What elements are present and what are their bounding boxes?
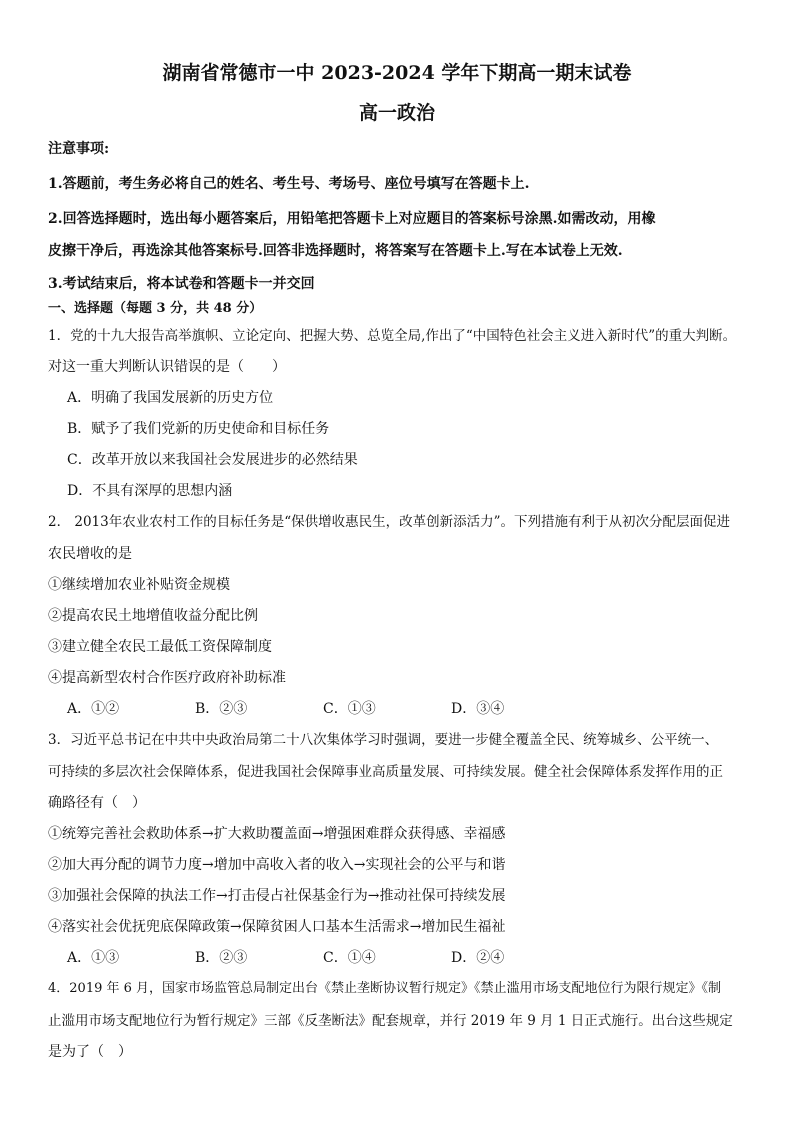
section-heading: 一、选择题（每题 3 分，共 48 分） [48,301,263,316]
notice-item-2-line-1: 2.回答选择题时，选出每小题答案后，用铅笔把答题卡上对应题目的答案标号涂黑.如需改动，用橡 [48,211,656,227]
q4-stem-line-1: 4．2019 年 6 月，国家市场监管总局制定出台《禁止垄断协议暂行规定》《禁止滥用市场支配地位行为限行规定》《制 [48,981,722,996]
q2-option-b: B．②③ [195,701,248,717]
q2-statement-3: ③建立健全农民工最低工资保障制度 [48,639,272,655]
q1-stem-line-2: 对这一重大判断认识错误的是（ ） [48,359,286,375]
q2-stem-line-1: 2． 2013年农业农村工作的目标任务是“保供增收惠民生，改革创新添活力”。下列措施有利于从初次分配层面促进 [48,514,731,530]
q3-statement-2: ②加大再分配的调节力度→增加中高收入者的收入→实现社会的公平与和谐 [48,857,506,873]
q2-option-d: D．③④ [451,701,505,717]
q2-statement-2: ②提高农民土地增值收益分配比例 [48,608,258,624]
q3-stem-line-1: 3．习近平总书记在中共中央政治局第二十八次集体学习时强调，要进一步健全覆盖全民、统筹城乡、公平统一、 [48,732,719,748]
notice-heading: 注意事项: [48,141,110,157]
q3-stem-line-2: 可持续的多层次社会保障体系，促进我国社会保障事业高质量发展、可持续发展。健全社会保障体系发挥作用的正 [48,764,723,780]
q1-stem-line-1: 1．党的十九大报告高举旗帜、立论定向、把握大势、总览全局,作出了“中国特色社会主义进入新时代”的重大判断。 [48,328,737,344]
q4-stem-line-2: 止滥用市场支配地位行为暂行规定》三部《反垄断法》配套规章，并行 2019 年 9 月 1 日正式施行。出台这些规定 [48,1013,733,1029]
q1-option-b: B．赋予了我们党新的历史使命和目标任务 [67,421,330,437]
q2-option-c: C．①③ [323,701,376,717]
q3-option-d: D．②④ [451,950,505,966]
q3-options [67,949,579,967]
q3-option-b: B．②③ [195,950,248,966]
q1-option-c: C．改革开放以来我国社会发展进步的必然结果 [67,452,358,468]
notice-item-2-line-2: 皮擦干净后，再选涂其他答案标号.回答非选择题时，将答案写在答题卡上.写在本试卷上无效. [48,243,623,259]
q3-option-a: A．①③ [67,950,120,966]
exam-subject: 高一政治 [358,102,435,124]
q2-statement-4: ④提高新型农村合作医疗政府补助标准 [48,670,286,686]
q2-options [67,700,579,718]
q2-stem-line-2: 农民增收的是 [48,546,132,562]
q3-stem-line-3: 确路径有（ ） [48,795,146,811]
notice-item-3: 3.考试结束后，将本试卷和答题卡一并交回 [48,276,315,292]
q1-option-a: A．明确了我国发展新的历史方位 [67,390,274,406]
q3-option-c: C．①④ [323,950,376,966]
q4-stem-line-3: 是为了（ ） [48,1044,132,1060]
q1-option-d: D．不具有深厚的思想内涵 [67,483,233,499]
q2-option-a: A．①② [67,701,120,717]
q2-statement-1: ①继续增加农业补贴资金规模 [48,577,230,593]
notice-item-1: 1.答题前，考生务必将自己的姓名、考生号、考场号、座位号填写在答题卡上. [48,176,530,192]
q3-statement-4: ④落实社会优抚兜底保障政策→保障贫困人口基本生活需求→增加民生福祉 [48,919,506,935]
q3-statement-1: ①统筹完善社会救助体系→扩大救助覆盖面→增强困难群众获得感、幸福感 [48,826,506,842]
exam-title: 湖南省常德市一中 2023-2024 学年下期高一期末试卷 [162,62,632,84]
q3-statement-3: ③加强社会保障的执法工作→打击侵占社保基金行为→推动社保可持续发展 [48,888,506,904]
